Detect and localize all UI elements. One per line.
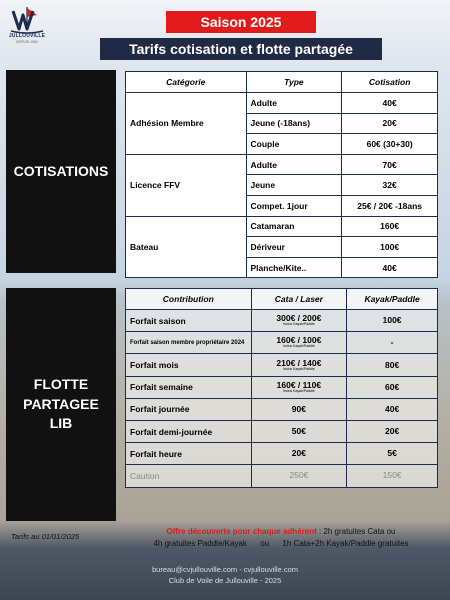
type-cell: Adulte: [246, 154, 342, 175]
flotte-label: [6, 288, 116, 521]
column-header: Kayak/Paddle: [347, 289, 438, 310]
price-cell: 40€: [342, 257, 438, 278]
flotte-table: [125, 288, 438, 488]
sailboat-logo-icon: [7, 5, 47, 35]
kayak-cell: -: [347, 332, 438, 354]
contribution-cell: Forfait saison membre propriétaire 2024: [126, 332, 252, 354]
type-cell: Adulte: [246, 93, 342, 114]
contribution-cell: Forfait demi-journée: [126, 420, 252, 442]
kayak-cell: 20€: [347, 420, 438, 442]
type-cell: Jeune (-18ans): [246, 113, 342, 134]
cata-cell: [251, 376, 347, 398]
price-cell: 32€: [342, 175, 438, 196]
cata-cell: 250€: [251, 465, 347, 487]
table-row: [126, 310, 438, 332]
flotte-label-line: FLOTTE: [33, 376, 89, 393]
price-cell: 160€: [342, 216, 438, 237]
column-header: Cata / Laser: [251, 289, 347, 310]
price-cell: 100€: [342, 237, 438, 258]
cata-price: 210€ / 140€: [276, 357, 322, 368]
cata-price: 160€ / 100€: [276, 335, 322, 346]
offer-line-1: : 2h gratuites Cata ou: [316, 527, 396, 536]
table-row: [126, 93, 438, 114]
logo-text: JULLOUVILLE: [8, 33, 46, 39]
footer-contact[interactable]: bureau@cvjullouville.com - cvjullouville.com: [151, 565, 298, 574]
column-header: Type: [246, 72, 342, 93]
price-cell: 20€: [342, 113, 438, 134]
table-row: [126, 398, 438, 420]
offer-highlight: Offre découverte pour chaque adhérent: [166, 527, 317, 536]
cata-note: Inclus Kayak/Paddle: [283, 366, 315, 371]
footer: [0, 565, 450, 587]
flotte-label-line: PARTAGEE: [23, 395, 99, 412]
contribution-cell: Forfait journée: [126, 398, 252, 420]
table-row: [126, 465, 438, 487]
type-cell: Couple: [246, 134, 342, 155]
season-title: Saison 2025: [166, 11, 316, 33]
table-row: [126, 354, 438, 376]
discovery-offer: [118, 526, 444, 549]
price-cell: 25€ / 20€ -18ans: [342, 195, 438, 216]
table-row: [126, 376, 438, 398]
tarifs-date: Tarifs au 01/01/2025: [11, 532, 80, 541]
cata-note: Inclus Kayak/Paddle: [283, 344, 315, 349]
cotisations-label-text: COTISATIONS: [13, 162, 109, 179]
kayak-cell: 100€: [347, 310, 438, 332]
column-header: Contribution: [126, 289, 252, 310]
table-row: [126, 443, 438, 465]
cata-note: Inclus Kayak/Paddle: [283, 388, 315, 393]
kayak-cell: 150€: [347, 465, 438, 487]
kayak-cell: 80€: [347, 354, 438, 376]
contribution-cell: Forfait mois: [126, 354, 252, 376]
cotisations-label: [6, 70, 116, 273]
cata-price: 300€ / 200€: [276, 313, 322, 324]
table-header-row: [126, 72, 438, 93]
offer-line-2: 4h gratuites Paddle/Kayak ou 1h Cata+2h Kayak/Paddle gratuites: [153, 538, 409, 548]
kayak-cell: 40€: [347, 398, 438, 420]
price-cell: 40€: [342, 93, 438, 114]
logo-subtext: DEPUIS 1960: [16, 40, 38, 44]
cata-cell: 50€: [251, 420, 347, 442]
type-cell: Dériveur: [246, 237, 342, 258]
price-cell: 60€ (30+30): [342, 134, 438, 155]
type-cell: Catamaran: [246, 216, 342, 237]
table-row: [126, 332, 438, 354]
column-header: Catégorie: [126, 72, 247, 93]
contribution-cell: Forfait saison: [126, 310, 252, 332]
table-header-row: [126, 289, 438, 310]
cata-price: 160€ / 110€: [276, 379, 322, 390]
club-logo: [7, 5, 47, 49]
contribution-cell: Caution: [126, 465, 252, 487]
cata-cell: 20€: [251, 443, 347, 465]
category-cell: Licence FFV: [126, 154, 247, 216]
price-cell: 70€: [342, 154, 438, 175]
column-header: Cotisation: [342, 72, 438, 93]
type-cell: Jeune: [246, 175, 342, 196]
kayak-cell: 5€: [347, 443, 438, 465]
kayak-cell: 60€: [347, 376, 438, 398]
category-cell: Adhésion Membre: [126, 93, 247, 155]
cata-cell: [251, 332, 347, 354]
flotte-label-line: LIB: [49, 415, 73, 432]
footer-club: Club de Voile de Jullouville - 2025: [168, 575, 282, 585]
category-cell: Bateau: [126, 216, 247, 278]
cotisations-table: [125, 71, 438, 278]
cata-note: Inclus Kayak/Paddle: [283, 322, 315, 327]
table-row: [126, 420, 438, 442]
table-row: [126, 216, 438, 237]
cata-cell: [251, 354, 347, 376]
contribution-cell: Forfait semaine: [126, 376, 252, 398]
page-subtitle: Tarifs cotisation et flotte partagée: [100, 38, 382, 60]
cata-cell: 90€: [251, 398, 347, 420]
type-cell: Compet. 1jour: [246, 195, 342, 216]
type-cell: Planche/Kite..: [246, 257, 342, 278]
cata-cell: [251, 310, 347, 332]
contribution-cell: Forfait heure: [126, 443, 252, 465]
table-row: [126, 154, 438, 175]
